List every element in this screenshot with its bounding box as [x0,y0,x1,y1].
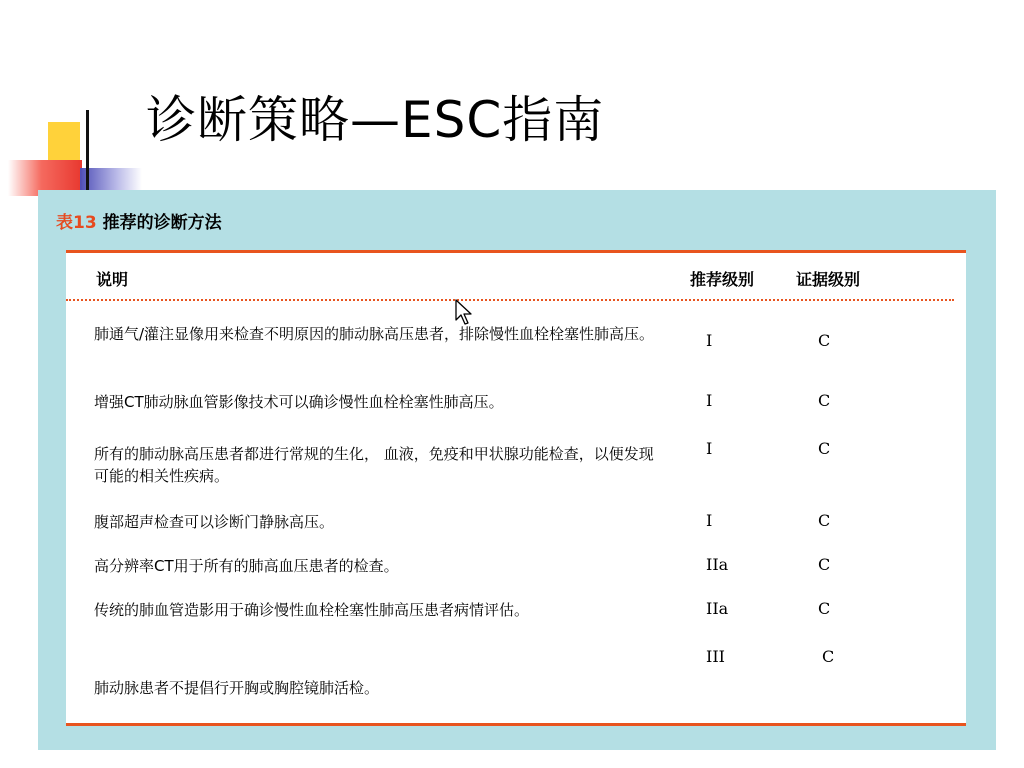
table-row-evidence: C [818,599,831,618]
table-row-description: 肺动脉患者不提倡行开胸或胸腔镜肺活检。 [94,679,380,697]
table-row-description: 传统的肺血管造影用于确诊慢性血栓栓塞性肺高压患者病情评估。 [94,601,530,619]
table-row-recommendation: I [706,331,713,350]
mouse-cursor-icon [455,299,475,327]
table-row-evidence: C [818,439,831,458]
recommendation-table [66,250,966,726]
table-row-description: 腹部超声检查可以诊断门静脉高压。 [94,513,335,531]
table-row-recommendation: IIa [706,555,729,574]
table-row-evidence: C [818,555,831,574]
table-row-evidence: C [818,511,831,530]
table-row-evidence: C [822,647,835,666]
table-panel [38,190,996,750]
table-row-description: 所有的肺动脉高压患者都进行常规的生化， 血液，免疫和甲状腺功能检查，以便发现可能的相关性疾病。 [94,445,654,485]
slide-title: 诊断策略—ESC指南 [146,91,605,149]
table-row-evidence: C [818,391,831,410]
table-row-recommendation: IIa [706,599,729,618]
table-row-description: 增强CT肺动脉血管影像技术可以确诊慢性血栓栓塞性肺高压。 [94,393,504,411]
header-evidence: 证据级别 [796,270,861,289]
header-recommendation: 推荐级别 [690,270,755,289]
table-caption [56,208,222,233]
table-row-evidence: C [818,331,831,350]
header-description: 说明 [96,270,129,289]
table-row-recommendation: I [706,511,713,530]
table-row-recommendation: I [706,391,713,410]
table-row-description: 高分辨率CT用于所有的肺高血压患者的检查。 [94,557,399,575]
table-caption-number: 表13 [56,213,97,233]
header-divider [66,299,954,301]
table-row-description: 肺通气/灌注显像用来检查不明原因的肺动脉高压患者，排除慢性血栓栓塞性肺高压。 [94,325,655,343]
table-row-recommendation: III [706,647,725,666]
table-row-recommendation: I [706,439,713,458]
table-caption-text: 推荐的诊断方法 [96,213,222,233]
